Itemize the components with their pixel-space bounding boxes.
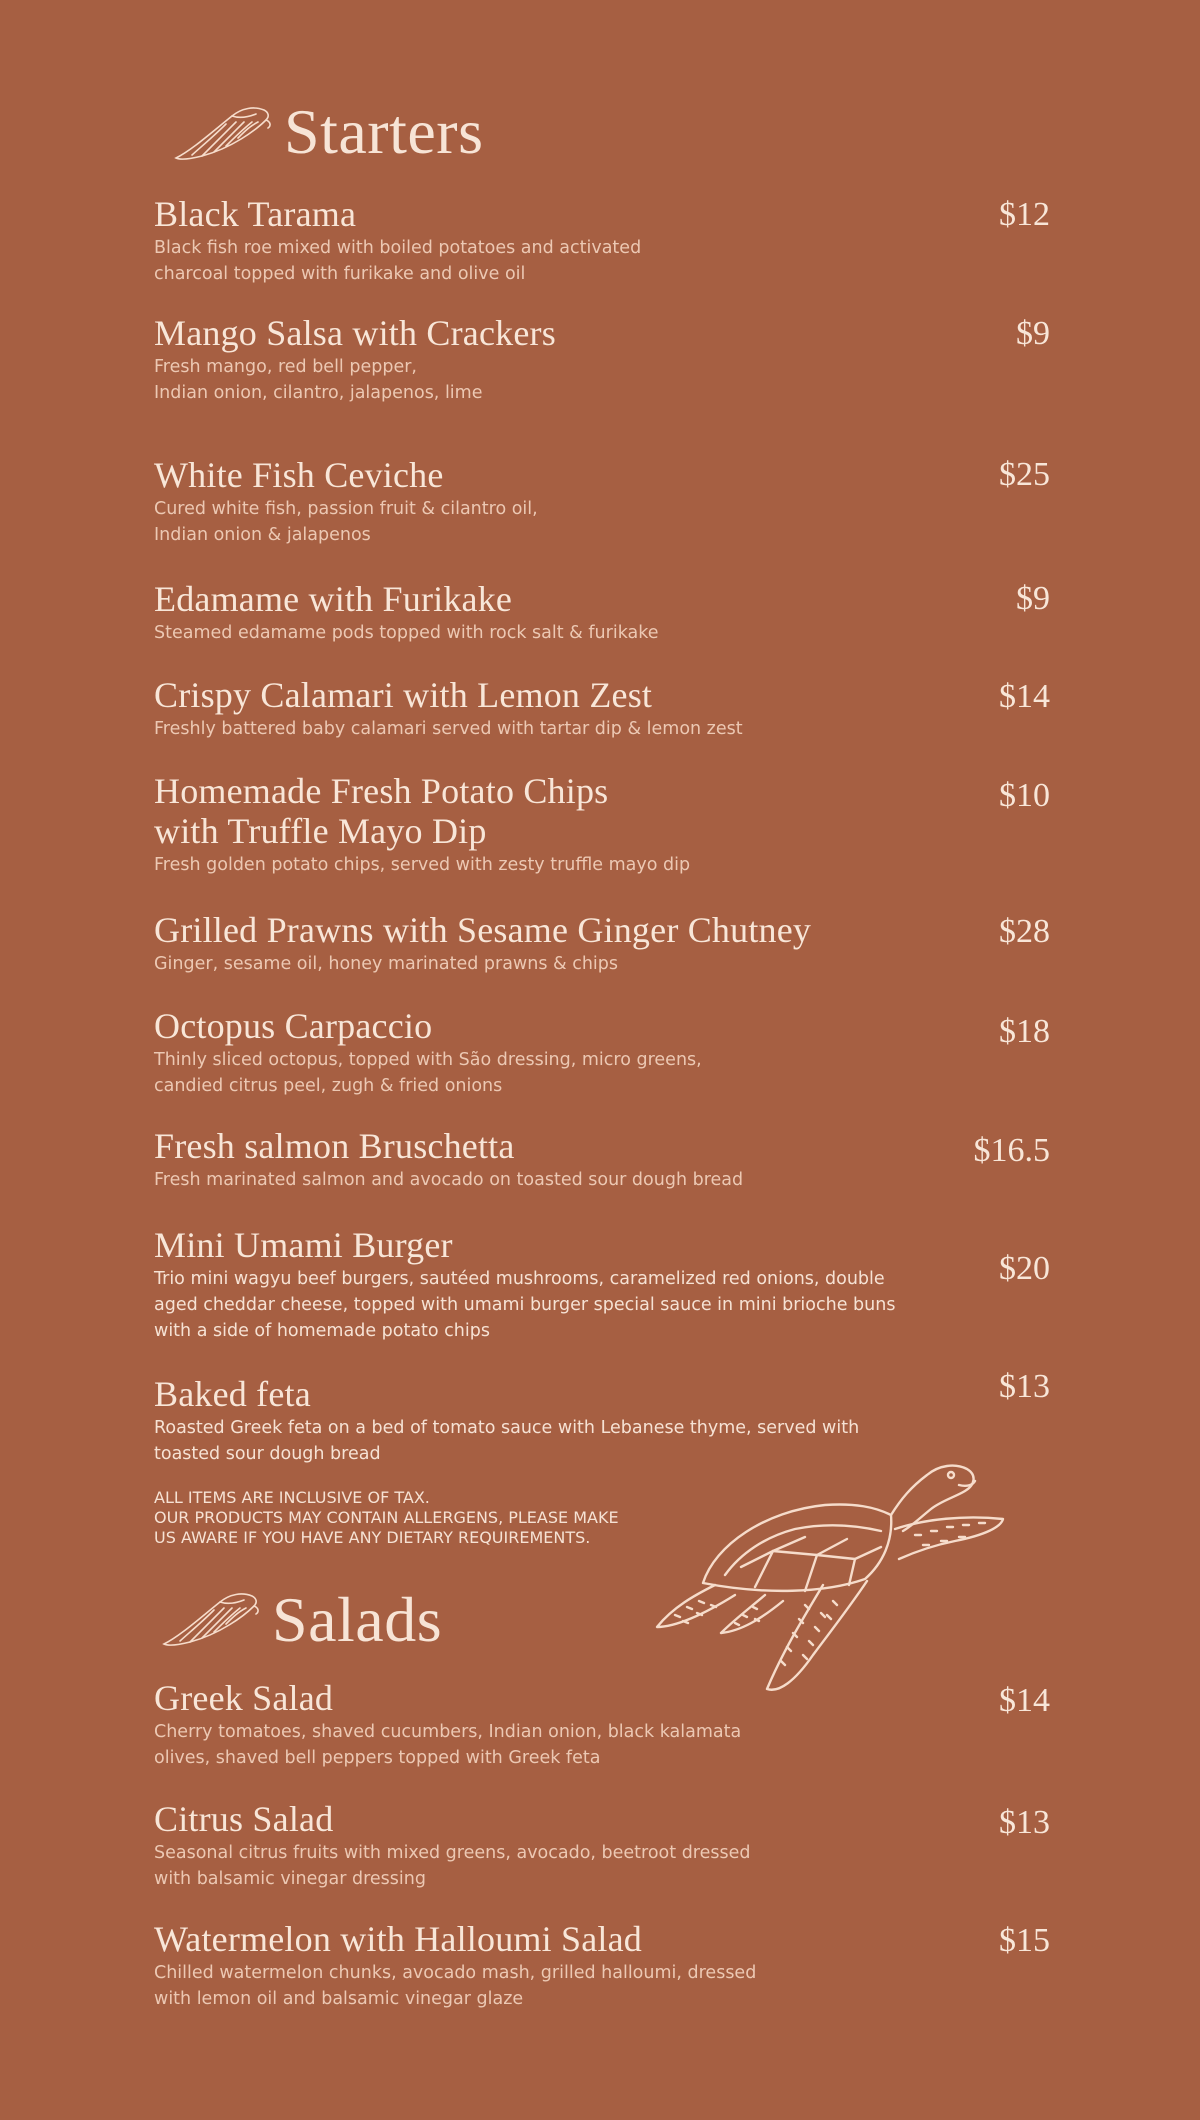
item-price: $25: [999, 456, 1050, 493]
item-price: $15: [999, 1922, 1050, 1959]
item-price: $20: [999, 1250, 1050, 1287]
item-price: $16.5: [973, 1132, 1050, 1169]
item-price: $18: [999, 1013, 1050, 1050]
menu-item: [154, 1006, 1054, 1099]
menu-item: [154, 1678, 1054, 1771]
item-price: $12: [999, 196, 1050, 233]
menu-item: [154, 1919, 1054, 2012]
item-description: Trio mini wagyu beef burgers, sautéed mushrooms, caramelized red onions, double aged cheddar cheese, topped with umami burger special sauce in mini brioche buns with a side of homemade potato chips: [154, 1269, 896, 1341]
item-price: $28: [999, 913, 1050, 950]
item-description: Fresh golden potato chips, served with zesty truffle mayo dip: [154, 855, 691, 875]
item-description: Steamed edamame pods topped with rock salt & furikake: [154, 623, 659, 643]
seashell-icon: [172, 102, 272, 162]
item-description: Cured white fish, passion fruit & cilantro oil, Indian onion & jalapenos: [154, 499, 538, 545]
item-name: Black Tarama: [154, 194, 357, 234]
item-price: $10: [999, 777, 1050, 814]
item-description: Chilled watermelon chunks, avocado mash, grilled halloumi, dressed with lemon oil and balsamic vinegar glaze: [154, 1963, 757, 2009]
menu-item: [154, 194, 1054, 287]
item-price: $13: [999, 1804, 1050, 1841]
menu-item: [154, 455, 1054, 548]
seashell-icon: [160, 1588, 260, 1648]
item-price: $13: [999, 1368, 1050, 1405]
item-name: Baked feta: [154, 1374, 311, 1414]
item-price: $14: [999, 678, 1050, 715]
menu-item: [154, 910, 1054, 977]
menu-item: [154, 771, 1054, 878]
menu-item: [154, 1225, 1054, 1344]
item-price: $14: [999, 1682, 1050, 1719]
item-price: $9: [1016, 315, 1050, 352]
menu-item: [154, 675, 1054, 742]
menu-item: [154, 1374, 1054, 1467]
item-description: Cherry tomatoes, shaved cucumbers, Indian onion, black kalamata olives, shaved bell peppers topped with Greek feta: [154, 1722, 742, 1768]
menu-item: [154, 579, 1054, 646]
item-name: Mango Salsa with Crackers: [154, 313, 556, 353]
menu-item: [154, 1126, 1054, 1193]
sea-turtle-icon: [655, 1455, 1005, 1695]
item-name: Fresh salmon Bruschetta: [154, 1126, 515, 1166]
item-name: Homemade Fresh Potato Chips with Truffle Mayo Dip: [154, 771, 609, 851]
item-name: Octopus Carpaccio: [154, 1006, 433, 1046]
menu-item: [154, 1799, 1054, 1892]
item-price: $9: [1016, 580, 1050, 617]
item-name: Watermelon with Halloumi Salad: [154, 1919, 642, 1959]
item-description: Black fish roe mixed with boiled potatoes and activated charcoal topped with furikake and olive oil: [154, 238, 642, 284]
item-name: Grilled Prawns with Sesame Ginger Chutney: [154, 910, 812, 950]
item-description: Fresh mango, red bell pepper, Indian onion, cilantro, jalapenos, lime: [154, 357, 483, 403]
item-description: Freshly battered baby calamari served with tartar dip & lemon zest: [154, 719, 743, 739]
item-description: Ginger, sesame oil, honey marinated prawns & chips: [154, 954, 619, 974]
item-name: Crispy Calamari with Lemon Zest: [154, 675, 653, 715]
item-description: Thinly sliced octopus, topped with São dressing, micro greens, candied citrus peel, zugh & fried onions: [154, 1050, 702, 1096]
item-name: White Fish Ceviche: [154, 455, 444, 495]
item-name: Edamame with Furikake: [154, 579, 513, 619]
item-name: Mini Umami Burger: [154, 1225, 453, 1265]
item-description: Roasted Greek feta on a bed of tomato sauce with Lebanese thyme, served with toasted sour dough bread: [154, 1418, 860, 1464]
item-name: Citrus Salad: [154, 1799, 334, 1839]
item-name: Greek Salad: [154, 1678, 334, 1718]
section-title-salads: Salads: [272, 1584, 443, 1655]
item-description: Seasonal citrus fruits with mixed greens, avocado, beetroot dressed with balsamic vinegar dressing: [154, 1843, 751, 1889]
section-title-starters: Starters: [284, 96, 484, 167]
menu-item: [154, 313, 1054, 406]
item-description: Fresh marinated salmon and avocado on toasted sour dough bread: [154, 1170, 744, 1190]
allergen-notice: ALL ITEMS ARE INCLUSIVE OF TAX. OUR PRODUCTS MAY CONTAIN ALLERGENS, PLEASE MAKE US AWARE IF YOU HAVE ANY DIETARY REQUIREMENTS.: [154, 1488, 619, 1547]
